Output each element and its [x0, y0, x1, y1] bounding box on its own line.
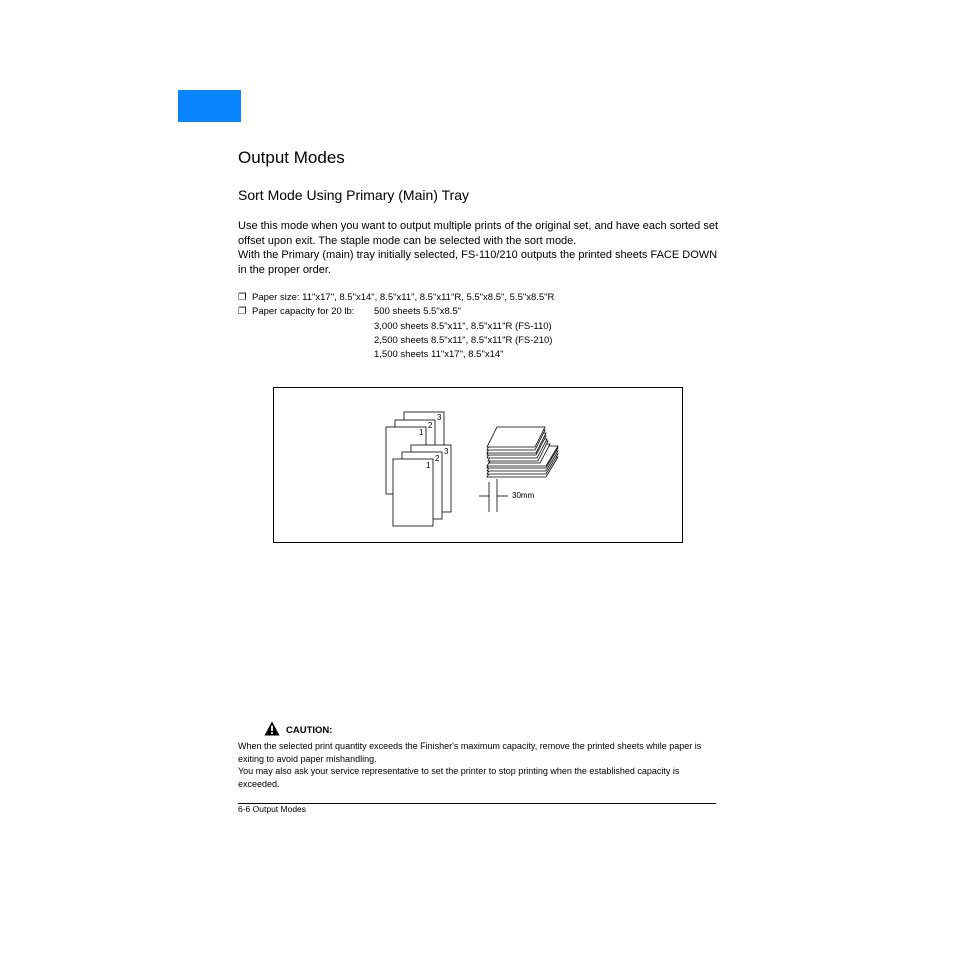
capacity-line: 3,000 sheets 8.5"x11", 8.5"x11"R (FS-110) [374, 321, 552, 332]
section-title: Sort Mode Using Primary (Main) Tray [238, 187, 470, 203]
paper-size-item [238, 292, 554, 304]
sort-mode-illustration [273, 387, 683, 543]
checkbox-icon: ❐ [238, 306, 247, 317]
offset-label: 30mm [512, 491, 535, 500]
offset-dimension [479, 479, 508, 512]
page-number: 3 [444, 447, 449, 456]
page-footer: 6-6 Output Modes [238, 804, 307, 814]
paper-capacity-label: Paper capacity for 20 lb: [252, 306, 355, 317]
chapter-tab-block [178, 90, 241, 122]
lower-page-set [393, 445, 451, 526]
paper-size-text: Paper size: 11"x17", 8.5"x14", 8.5"x11", 8.5"x11"R, 5.5"x8.5", 5.5"x8.5"R [252, 292, 555, 303]
page-number: 2 [435, 454, 440, 463]
caution-text: When the selected print quantity exceeds the Finisher's maximum capacity, remove the printed sheets while paper is exiting to avoid paper mishandling. [238, 741, 702, 764]
footer-divider [238, 803, 716, 804]
output-stack [487, 427, 558, 477]
sort-diagram [274, 388, 682, 542]
capacity-line: 2,500 sheets 8.5"x11", 8.5"x11"R (FS-210) [374, 335, 553, 346]
paper-capacity-item [238, 306, 354, 318]
warning-triangle-icon [264, 721, 280, 736]
caution-label: CAUTION: [286, 725, 333, 736]
caution-heading [264, 721, 332, 736]
capacity-line: 500 sheets 5.5"x8.5" [374, 306, 462, 317]
intro-paragraph: Use this mode when you want to output multiple prints of the original set, and have each sorted set offset upon exit. The staple mode can be selected with the sort mode. [238, 220, 718, 247]
page-title: Output Modes [238, 148, 345, 167]
page-number: 3 [437, 413, 442, 422]
page-number: 1 [426, 461, 431, 470]
page-number: 2 [428, 421, 433, 430]
caution-text: You may also ask your service representative to set the printer to stop printing when the established capacity is exceeded. [238, 766, 680, 789]
page-number: 1 [419, 428, 424, 437]
checkbox-icon: ❐ [238, 292, 247, 303]
tray-paragraph: With the Primary (main) tray initially selected, FS-110/210 outputs the printed sheets FACE DOWN in the proper order. [238, 249, 718, 276]
capacity-line: 1,500 sheets 11"x17", 8.5"x14" [374, 349, 504, 360]
